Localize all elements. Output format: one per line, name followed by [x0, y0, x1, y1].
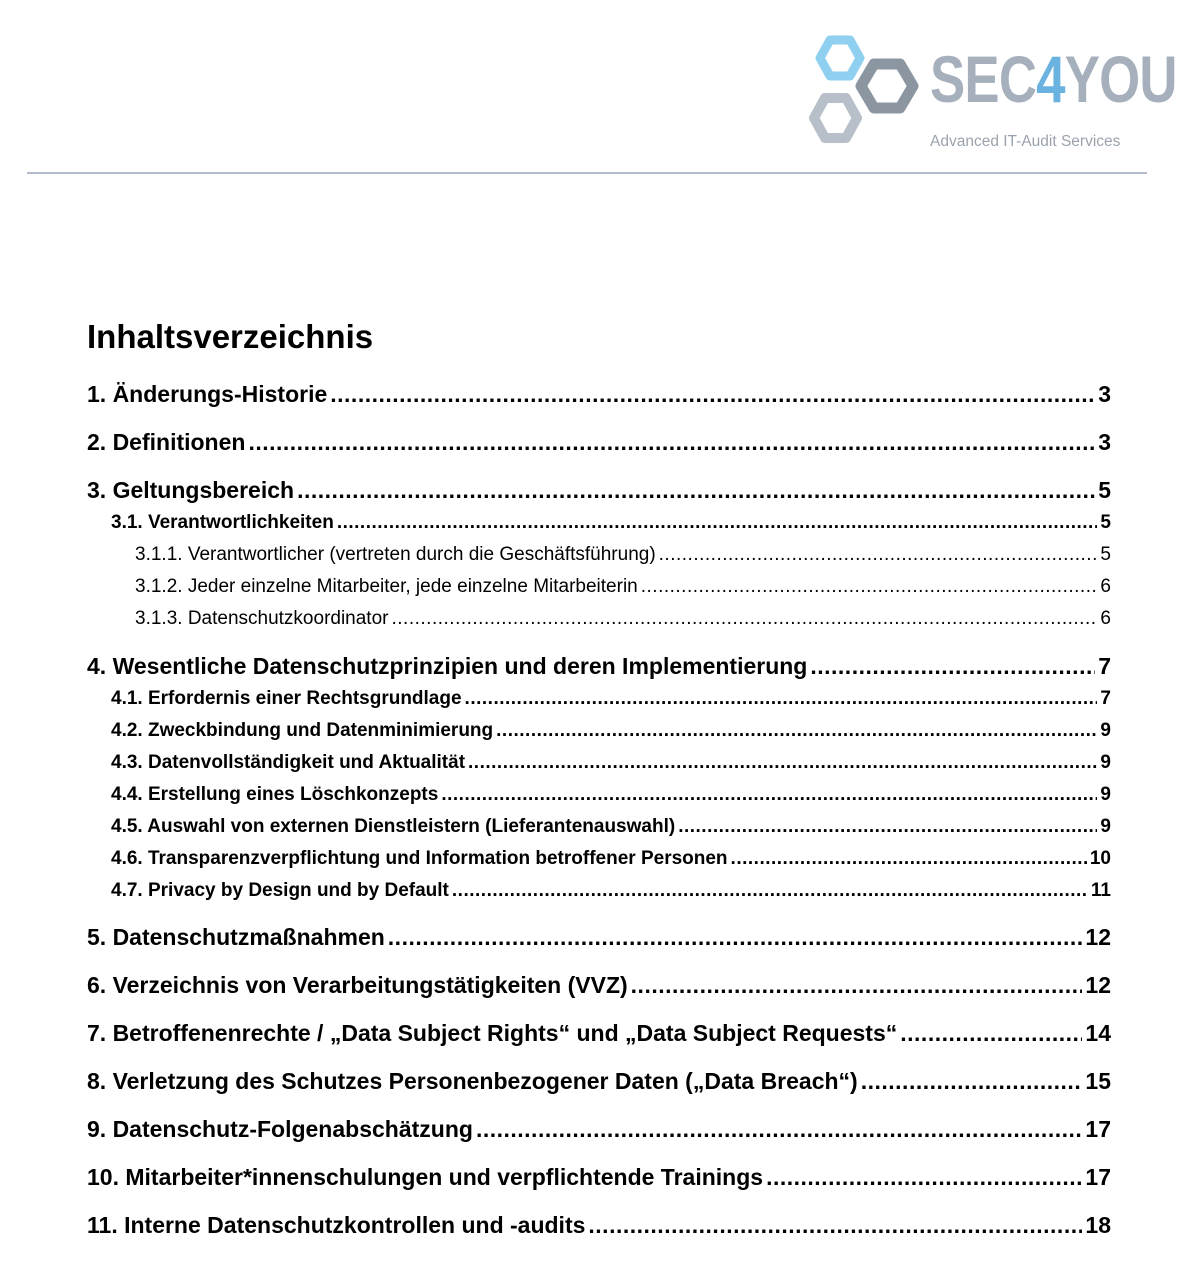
- toc-entry-text: 9. Datenschutz-Folgenabschätzung: [87, 1116, 473, 1142]
- toc-entry-page: 14: [1085, 1020, 1111, 1046]
- toc-entry[interactable]: [111, 880, 1111, 902]
- toc-entry-text: 3.1.3. Datenschutzkoordinator: [135, 608, 389, 629]
- toc-entry-text: 4.7. Privacy by Design und by Default: [111, 880, 449, 901]
- logo-wordmark-suffix: YOU: [1064, 42, 1177, 116]
- toc-entry-page: 17: [1085, 1164, 1111, 1190]
- logo-tagline: Advanced IT-Audit Services: [930, 133, 1121, 150]
- toc-entry[interactable]: [111, 752, 1111, 774]
- dot-leader: [388, 924, 1083, 951]
- toc-entry-text: 6. Verzeichnis von Verarbeitungstätigkeiten (VVZ): [87, 972, 628, 998]
- toc-entry-text: 1. Änderungs-Historie: [87, 381, 328, 407]
- dot-leader: [468, 752, 1097, 774]
- dot-leader: [248, 429, 1095, 456]
- logo-wordmark-accent: 4: [1036, 42, 1065, 116]
- toc-title: Inhaltsverzeichnis: [87, 318, 374, 355]
- toc-entry[interactable]: [111, 784, 1111, 806]
- toc-entry[interactable]: [87, 653, 1111, 680]
- toc-entry-text: 7. Betroffenenrechte / „Data Subject Rights“ und „Data Subject Requests“: [87, 1020, 898, 1046]
- hexagon-cluster-icon: [804, 32, 934, 152]
- dot-leader: [297, 477, 1095, 504]
- toc-entry-text: 4. Wesentliche Datenschutzprinzipien und deren Implementierung: [87, 653, 808, 679]
- toc-entry-text: 3.1.2. Jeder einzelne Mitarbeiter, jede einzelne Mitarbeiterin: [135, 576, 638, 597]
- toc-entry[interactable]: [135, 608, 1111, 630]
- logo-wordmark-prefix: SEC: [930, 42, 1037, 116]
- toc-entry-page: 12: [1085, 972, 1111, 998]
- dot-leader: [861, 1068, 1083, 1095]
- toc-entry[interactable]: [111, 848, 1111, 870]
- toc-entry-text: 8. Verletzung des Schutzes Personenbezogener Daten („Data Breach“): [87, 1068, 858, 1094]
- toc-entry-text: 3.1. Verantwortlichkeiten: [111, 512, 334, 533]
- toc-entry-page: 6: [1100, 576, 1111, 597]
- toc-entry-page: 17: [1085, 1116, 1111, 1142]
- company-logo: [804, 32, 1177, 152]
- toc-entry[interactable]: [87, 1068, 1111, 1095]
- toc-entry-text: 3. Geltungsbereich: [87, 477, 295, 503]
- toc-entry-text: 3.1.1. Verantwortlicher (vertreten durch die Geschäftsführung): [135, 544, 656, 565]
- toc-entry[interactable]: [87, 429, 1111, 456]
- dot-leader: [337, 512, 1098, 534]
- toc-entry[interactable]: [87, 972, 1111, 999]
- toc-entry-text: 10. Mitarbeiter*innenschulungen und verpflichtende Trainings: [87, 1164, 764, 1190]
- toc-entry-page: 5: [1098, 477, 1111, 503]
- toc-entry[interactable]: [87, 477, 1111, 504]
- toc-entry-text: 4.3. Datenvollständigkeit und Aktualität: [111, 752, 466, 773]
- dot-leader: [588, 1212, 1082, 1239]
- toc-entry-page: 9: [1100, 720, 1111, 741]
- toc-entry-page: 10: [1089, 848, 1111, 869]
- dot-leader: [678, 816, 1097, 838]
- toc-entry[interactable]: [87, 1212, 1111, 1239]
- toc-entry-page: 11: [1090, 880, 1111, 901]
- dot-leader: [452, 880, 1088, 902]
- toc-entry[interactable]: [87, 1164, 1111, 1191]
- toc-entry-page: 5: [1100, 544, 1111, 565]
- dot-leader: [496, 720, 1097, 742]
- toc-entry-text: 4.2. Zweckbindung und Datenminimierung: [111, 720, 494, 741]
- toc-entry[interactable]: [87, 924, 1111, 951]
- toc-entry-page: 3: [1098, 429, 1111, 455]
- toc-entry-page: 18: [1085, 1212, 1111, 1238]
- toc-entry-page: 9: [1100, 752, 1111, 773]
- header-divider: [27, 172, 1147, 174]
- dot-leader: [810, 653, 1095, 680]
- toc-entry-text: 4.1. Erfordernis einer Rechtsgrundlage: [111, 688, 462, 709]
- toc-entry[interactable]: [87, 1116, 1111, 1143]
- toc-entry-text: 2. Definitionen: [87, 429, 246, 455]
- toc-entry-page: 7: [1098, 653, 1111, 679]
- toc-entry-page: 5: [1100, 512, 1111, 533]
- dot-leader: [465, 688, 1098, 710]
- toc-entry-text: 11. Interne Datenschutzkontrollen und -audits: [87, 1212, 586, 1238]
- toc-entry-text: 4.4. Erstellung eines Löschkonzepts: [111, 784, 439, 805]
- toc-entry[interactable]: [111, 720, 1111, 742]
- toc-entry[interactable]: [135, 576, 1111, 598]
- dot-leader: [392, 608, 1098, 630]
- dot-leader: [441, 784, 1097, 806]
- dot-leader: [900, 1020, 1082, 1047]
- toc-entry-page: 6: [1100, 608, 1111, 629]
- dot-leader: [641, 576, 1098, 598]
- toc-entry-page: 7: [1100, 688, 1111, 709]
- toc-entry-page: 9: [1100, 816, 1111, 837]
- toc-entry-text: 5. Datenschutzmaßnahmen: [87, 924, 385, 950]
- dot-leader: [731, 848, 1087, 870]
- dot-leader: [766, 1164, 1082, 1191]
- logo-wordmark: [930, 42, 1177, 116]
- toc-entry[interactable]: [135, 544, 1111, 566]
- toc-entry[interactable]: [87, 381, 1111, 408]
- toc-entry-page: 12: [1085, 924, 1111, 950]
- dot-leader: [476, 1116, 1082, 1143]
- toc-entry-text: 4.5. Auswahl von externen Dienstleistern (Lieferantenauswahl): [111, 816, 676, 837]
- dot-leader: [631, 972, 1083, 999]
- toc-entry[interactable]: [111, 816, 1111, 838]
- toc-entry-page: 15: [1085, 1068, 1111, 1094]
- toc-entry-page: 9: [1100, 784, 1111, 805]
- toc-entry[interactable]: [87, 1020, 1111, 1047]
- toc-entry-text: 4.6. Transparenzverpflichtung und Information betroffener Personen: [111, 848, 728, 869]
- dot-leader: [659, 544, 1098, 566]
- dot-leader: [330, 381, 1095, 408]
- toc-entry[interactable]: [111, 688, 1111, 710]
- toc-entry-page: 3: [1098, 381, 1111, 407]
- toc-entry[interactable]: [111, 512, 1111, 534]
